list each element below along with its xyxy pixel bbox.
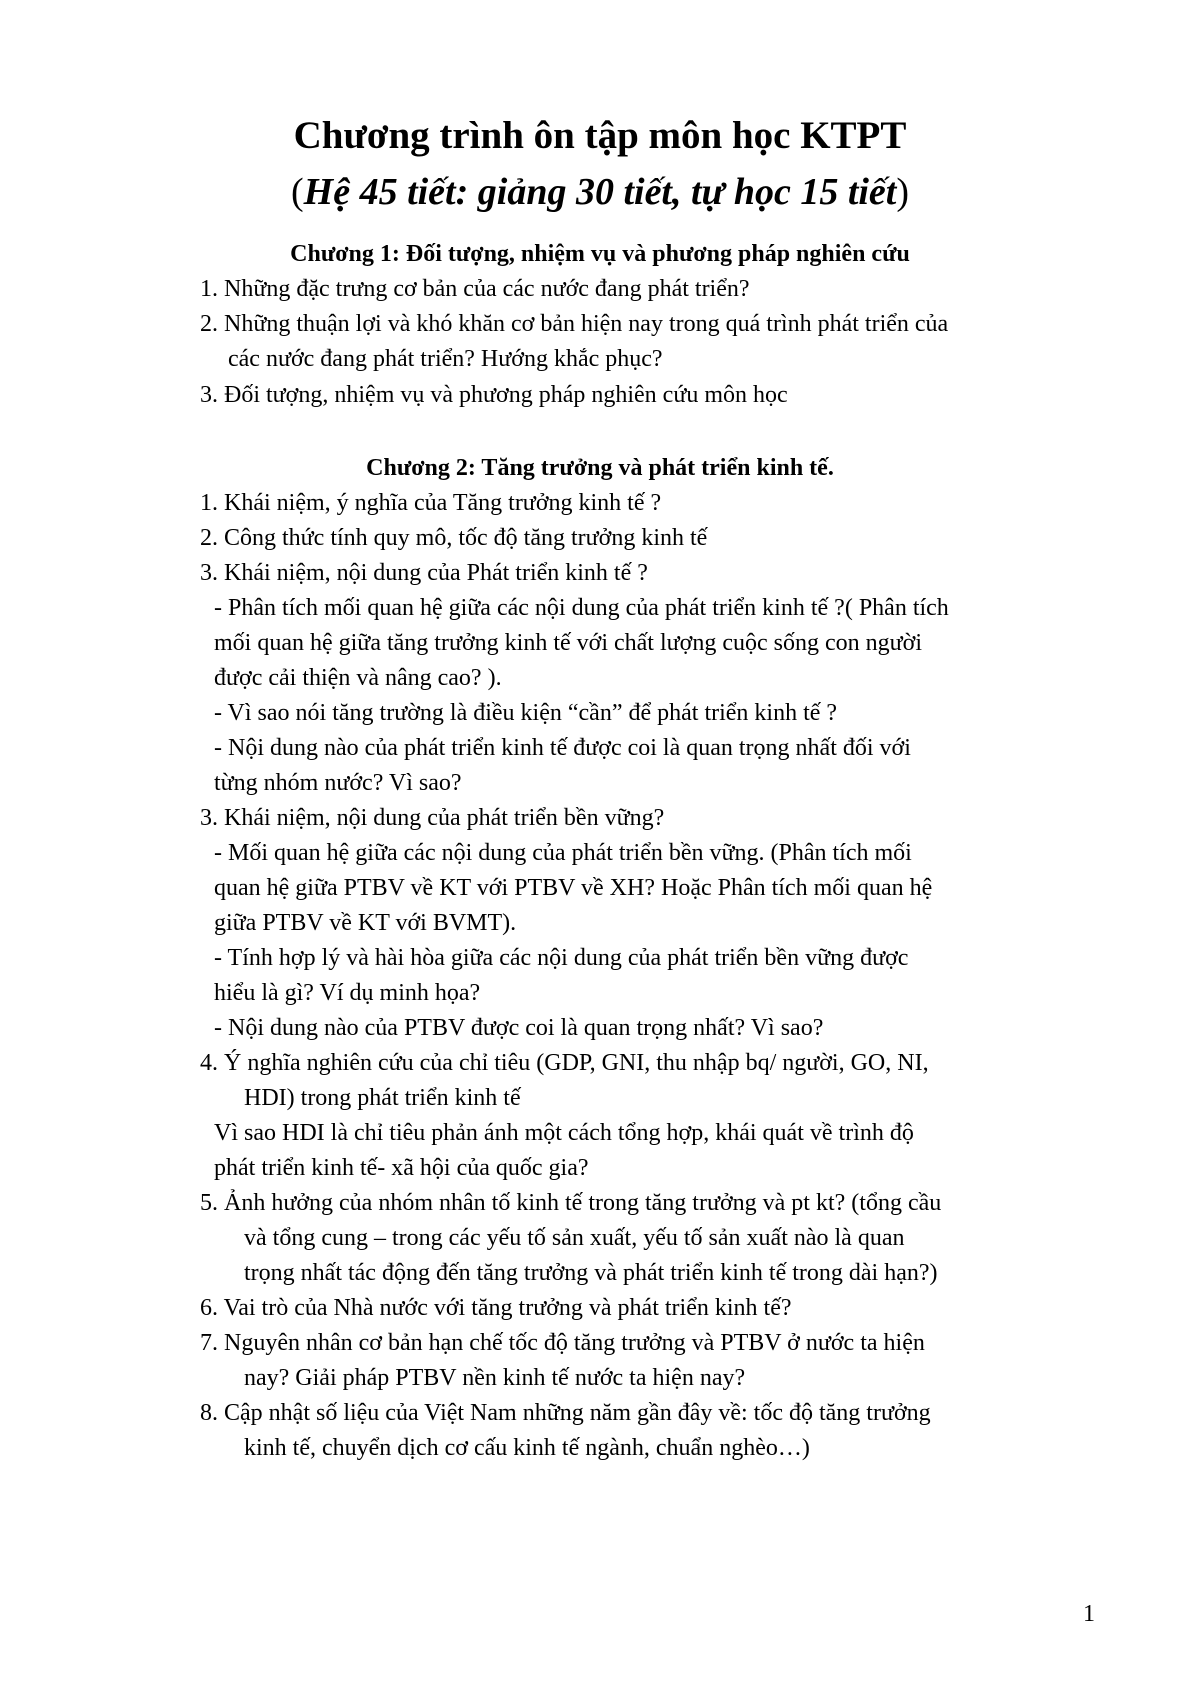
chapter-2-line: 3. Khái niệm, nội dung của Phát triển kinh tế ?: [200, 560, 648, 586]
chapter-1-item: 2. Những thuận lợi và khó khăn cơ bản hiện nay trong quá trình phát triển của: [200, 311, 949, 337]
chapter-2-line: 4. Ý nghĩa nghiên cứu của chỉ tiêu (GDP, GNI, thu nhập bq/ người, GO, NI,: [200, 1050, 929, 1076]
chapter-2-line: Vì sao HDI là chỉ tiêu phản ánh một cách tổng hợp, khái quát về trình độ: [214, 1120, 914, 1146]
subtitle-close-paren: ): [896, 171, 910, 213]
chapter-2-line: kinh tế, chuyển dịch cơ cấu kinh tế ngành, chuẩn nghèo…): [244, 1435, 810, 1461]
chapter-2-heading: Chương 2: Tăng trưởng và phát triển kinh tế.: [366, 455, 834, 481]
chapter-2-line: 8. Cập nhật số liệu của Việt Nam những năm gần đây về: tốc độ tăng trưởng: [200, 1400, 931, 1426]
chapter-1-item: 3. Đối tượng, nhiệm vụ và phương pháp nghiên cứu môn học: [200, 382, 788, 408]
chapter-2-line: 7. Nguyên nhân cơ bản hạn chế tốc độ tăng trưởng và PTBV ở nước ta hiện: [200, 1330, 925, 1356]
chapter-2-line: - Nội dung nào của phát triển kinh tế được coi là quan trọng nhất đối với: [214, 735, 911, 761]
chapter-2-line: - Mối quan hệ giữa các nội dung của phát triển bền vững. (Phân tích mối: [214, 840, 912, 866]
chapter-2-line: được cải thiện và nâng cao? ).: [214, 665, 502, 691]
chapter-1-item: 1. Những đặc trưng cơ bản của các nước đang phát triển?: [200, 276, 750, 302]
chapter-2-line: - Vì sao nói tăng trường là điều kiện “cần” để phát triển kinh tế ?: [214, 700, 838, 726]
document-subtitle: [0, 168, 1200, 216]
chapter-2-line: nay? Giải pháp PTBV nền kinh tế nước ta hiện nay?: [244, 1365, 746, 1391]
chapter-2-line: 1. Khái niệm, ý nghĩa của Tăng trưởng kinh tế ?: [200, 490, 662, 516]
chapter-2-line: 5. Ảnh hưởng của nhóm nhân tố kinh tế trong tăng trưởng và pt kt? (tổng cầu: [200, 1190, 942, 1216]
chapter-2-line: 3. Khái niệm, nội dung của phát triển bền vững?: [200, 805, 665, 831]
subtitle-text: Hệ 45 tiết: giảng 30 tiết, tự học 15 tiết: [303, 171, 897, 213]
chapter-2-line: 2. Công thức tính quy mô, tốc độ tăng trưởng kinh tế: [200, 525, 708, 551]
chapter-2-line: - Phân tích mối quan hệ giữa các nội dung của phát triển kinh tế ?( Phân tích: [214, 595, 949, 621]
chapter-2-line: mối quan hệ giữa tăng trưởng kinh tế với chất lượng cuộc sống con người: [214, 630, 922, 656]
chapter-2-line: 6. Vai trò của Nhà nước với tăng trưởng và phát triển kinh tế?: [200, 1295, 792, 1321]
chapter-2-line: quan hệ giữa PTBV về KT với PTBV về XH? Hoặc Phân tích mối quan hệ: [214, 875, 933, 901]
document-title: Chương trình ôn tập môn học KTPT: [293, 114, 907, 157]
chapter-1-heading: Chương 1: Đối tượng, nhiệm vụ và phương pháp nghiên cứu: [290, 241, 910, 267]
chapter-2-line: hiểu là gì? Ví dụ minh họa?: [214, 980, 481, 1006]
chapter-2-line: - Nội dung nào của PTBV được coi là quan trọng nhất? Vì sao?: [214, 1015, 824, 1041]
page-number: 1: [1083, 1601, 1095, 1627]
chapter-2-line: trọng nhất tác động đến tăng trưởng và phát triển kinh tế trong dài hạn?): [244, 1260, 938, 1286]
chapter-2-line: HDI) trong phát triển kinh tế: [244, 1085, 521, 1111]
chapter-2-line: và tổng cung – trong các yếu tố sản xuất, yếu tố sản xuất nào là quan: [244, 1225, 905, 1251]
chapter-2-line: - Tính hợp lý và hài hòa giữa các nội dung của phát triển bền vững được: [214, 945, 909, 971]
chapter-1-item-continued: các nước đang phát triển? Hướng khắc phục?: [228, 346, 663, 372]
subtitle-open-paren: (: [290, 171, 304, 213]
chapter-2-line: phát triển kinh tế- xã hội của quốc gia?: [214, 1155, 589, 1181]
chapter-2-line: từng nhóm nước? Vì sao?: [214, 770, 462, 796]
chapter-2-line: giữa PTBV về KT với BVMT).: [214, 910, 517, 936]
